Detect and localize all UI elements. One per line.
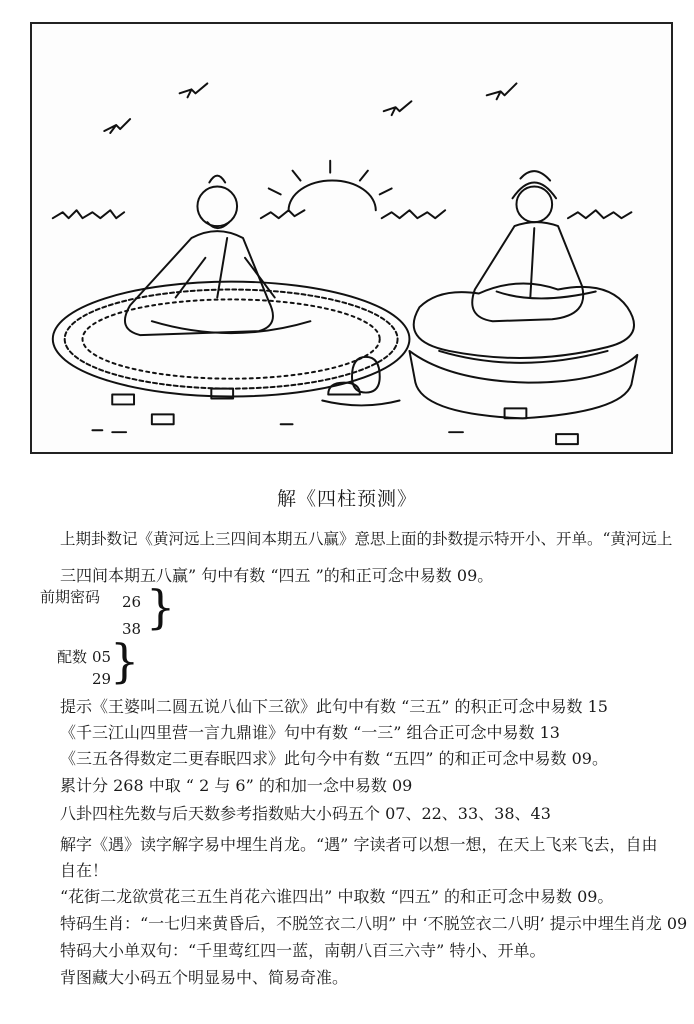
text-line: 特码生肖：“一七归来黄昏后，不脱笠衣二八明” 中 ‘不脱笠衣二八明’ 提示中埋生肖龙 09: [60, 914, 688, 933]
rising-sun: [269, 161, 392, 211]
brace-icon: }: [146, 580, 176, 634]
previous-code-number: 26: [122, 593, 142, 611]
card-5: [556, 434, 578, 444]
match-number: 29: [92, 670, 112, 688]
tea-set: [322, 357, 399, 406]
text-line: “花街二龙欲赏花三五生肖花六谁四出” 中取数 “四五” 的和正可念中易数 09。: [60, 887, 614, 906]
ground-hatch: [92, 424, 463, 432]
bird-2: [180, 83, 208, 97]
page-title: 解《四柱预测》: [276, 488, 417, 510]
ink-drawing-illustration: [32, 24, 671, 452]
match-numbers-label: 配数: [57, 648, 88, 666]
text-line: 累计分 268 中取 “ 2 与 6” 的和加一念中易数 09: [60, 776, 413, 795]
text-line: 特码大小单双句：“千里莺红四一蓝，南朝八百三六寺” 特小、开单。: [60, 941, 546, 960]
text-line: 上期卦数记《黄河远上三四间本期五八赢》意思上面的卦数提示特开小、开单。“黄河远上: [60, 530, 673, 548]
previous-code-number: 38: [122, 620, 142, 638]
card-1: [112, 395, 134, 405]
previous-code-label: 前期密码: [40, 588, 101, 606]
bird-1: [104, 119, 130, 133]
horizon-grass: [53, 210, 632, 218]
text-line: 八卦四柱先数与后天数参考指数贴大小码五个 07、22、33、38、43: [60, 804, 551, 823]
text-line: 提示《王婆叫二圆五说八仙下三欲》此句中有数 “三五” 的积正可念中易数 15: [60, 697, 608, 716]
text-line: 《三五各得数定二更春眠四求》此句今中有数 “五四” 的和正可念中易数 09。: [60, 749, 608, 768]
text-line: 三四间本期五八赢” 句中有数 “四五 ”的和正可念中易数 09。: [60, 566, 494, 585]
text-line: 《千三江山四里营一言九鼎谁》句中有数 “一三” 组合正可念中易数 13: [60, 723, 560, 742]
card-3: [152, 414, 174, 424]
seated-woman: [472, 171, 595, 321]
bird-4: [487, 83, 517, 99]
text-line: 自在！: [60, 861, 109, 880]
illustration-frame: [30, 22, 673, 454]
brace-icon: }: [110, 634, 140, 688]
match-number: 05: [92, 648, 112, 666]
seated-man: [125, 176, 310, 336]
text-line: 解字《遇》读字解字易中埋生肖龙。“遇” 字读者可以想一想，在天上飞来飞去，自由: [60, 835, 658, 854]
lotus-cushion: [409, 283, 637, 418]
bird-3: [384, 101, 412, 115]
text-line: 背图藏大小码五个明显易中、简易奇准。: [60, 968, 349, 987]
